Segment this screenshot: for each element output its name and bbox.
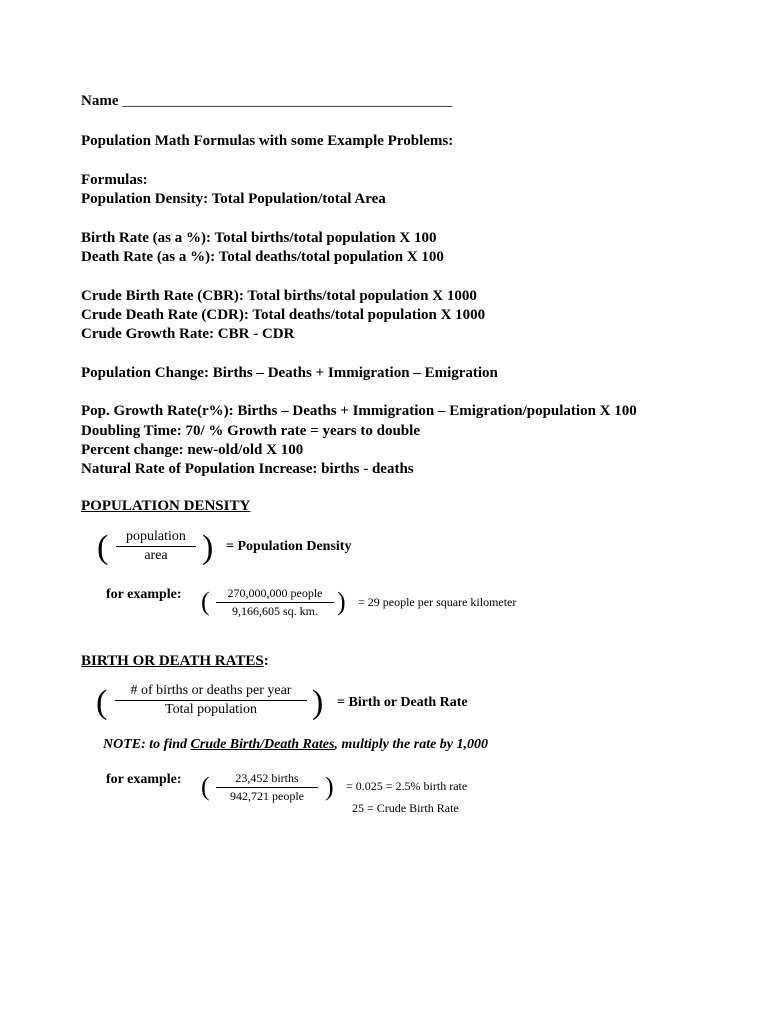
open-paren-icon: ( [97, 529, 109, 566]
page-title: Population Math Formulas with some Example Problems: [81, 133, 454, 149]
formula-population-density: Population Density: Total Population/total Area [81, 191, 386, 207]
rates-example-fraction [216, 771, 318, 804]
note-suffix: , multiply the rate by 1,000 [334, 737, 489, 752]
rates-result: = Birth or Death Rate [337, 695, 468, 710]
formula-population-change: Population Change: Births – Deaths + Immigration – Emigration [81, 365, 498, 381]
density-numerator: population [116, 529, 196, 547]
density-example-fraction [216, 586, 334, 619]
rates-example-numerator: 23,452 births [216, 771, 318, 788]
note-underlined: Crude Birth/Death Rates [190, 737, 335, 752]
rates-example-label: for example: [106, 772, 182, 787]
name-line [81, 92, 452, 111]
density-example-result: = 29 people per square kilometer [358, 595, 517, 609]
name-label: Name [81, 93, 119, 109]
close-paren-icon: ) [337, 587, 346, 616]
rates-example-result-2: 25 = Crude Birth Rate [352, 801, 459, 815]
open-paren-icon: ( [201, 587, 210, 616]
note-prefix: NOTE: to find [103, 737, 191, 752]
close-paren-icon: ) [312, 684, 324, 721]
formula-death-rate: Death Rate (as a %): Total deaths/total population X 100 [81, 249, 444, 265]
rates-heading [81, 652, 269, 671]
open-paren-icon: ( [201, 772, 210, 801]
formula-natural-rate: Natural Rate of Population Increase: births - deaths [81, 461, 414, 477]
formula-birth-rate: Birth Rate (as a %): Total births/total population X 100 [81, 230, 437, 246]
density-heading: POPULATION DENSITY [81, 498, 251, 514]
formula-cbr: Crude Birth Rate (CBR): Total births/total population X 1000 [81, 288, 477, 304]
rates-heading-text: BIRTH OR DEATH RATES [81, 653, 264, 669]
crude-rates-note [103, 737, 488, 753]
formula-crude-growth: Crude Growth Rate: CBR - CDR [81, 326, 295, 342]
formulas-heading: Formulas: [81, 172, 148, 188]
rates-numerator: # of births or deaths per year [115, 683, 307, 701]
formula-pop-growth-rate: Pop. Growth Rate(r%): Births – Deaths + Immigration – Emigration/population X 100 [81, 403, 637, 419]
close-paren-icon: ) [325, 772, 334, 801]
density-example-numerator: 270,000,000 people [216, 586, 334, 603]
rates-heading-colon: : [263, 653, 269, 669]
formula-doubling-time: Doubling Time: 70/ % Growth rate = years to double [81, 423, 420, 439]
close-paren-icon: ) [202, 529, 214, 566]
rates-example-result-1: = 0.025 = 2.5% birth rate [346, 779, 468, 793]
density-fraction [116, 529, 196, 564]
density-example-denominator: 9,166,605 sq. km. [231, 604, 318, 618]
rates-fraction [115, 683, 307, 718]
density-result: = Population Density [226, 539, 352, 554]
rates-example-denominator: 942,721 people [230, 789, 304, 803]
open-paren-icon: ( [96, 684, 108, 721]
name-blank: ____________________________________________ [122, 93, 453, 109]
density-denominator: area [144, 548, 168, 563]
density-example-label: for example: [106, 587, 182, 602]
formula-cdr: Crude Death Rate (CDR): Total deaths/total population X 1000 [81, 307, 486, 323]
rates-denominator: Total population [165, 702, 257, 717]
formula-percent-change: Percent change: new-old/old X 100 [81, 442, 304, 458]
